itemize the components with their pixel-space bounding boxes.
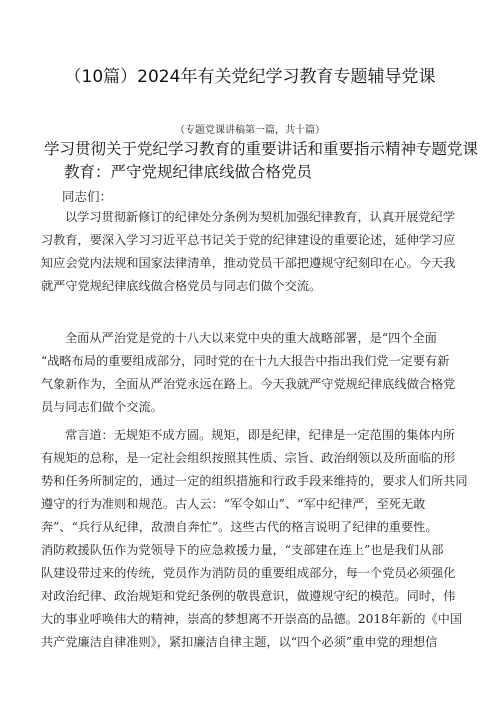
- salutation: 同志们：: [62, 189, 113, 204]
- section-title-line-1: 学习贯彻关于党纪学习教育的重要讲话和重要指示精神专题党课: [44, 140, 479, 158]
- paragraph-line: 知应会党内法规和国家法律清单，推动党员干部把遵规守纪刻印在心。今天我: [41, 256, 456, 270]
- paragraph-line: 共产党廉洁自律准则》，紧扣廉洁自律主题，以“四个必须”重申党的理想信: [41, 635, 438, 649]
- paragraph-line: 队建设带过来的传统，党员作为消防员的重要组成部分，每一个党员必须强化: [41, 566, 456, 580]
- paragraph-line: 大的事业呼唤伟大的精神，崇高的梦想离不开崇高的品德。2018年新的《中国: [41, 612, 463, 626]
- paragraph-line: 全面从严治党是党的十八大以来党中央的重大战略部署，是“四个全面: [65, 331, 437, 345]
- paragraph-line: 气象新作为，全面从严治党永远在路上。今天我就严守党规纪律底线做合格党: [41, 377, 456, 391]
- paragraph-line: 遵守的行为准则和规范。古人云：“军令如山”、“军中纪律严，至死无敢: [41, 497, 426, 511]
- series-note: （专题党课讲稿第一篇，共十篇）: [175, 125, 325, 136]
- paragraph-3: [41, 424, 468, 654]
- paragraph-2: [41, 327, 461, 419]
- paragraph-line: 对政治纪律、政治规矩和党纪条例的敬畏意识，做遵规守纪的模范。同时，伟: [41, 589, 456, 603]
- paragraph-line: 奔”、“兵行从纪律，敌溃自奔忙”。这些古代的格言说明了纪律的重要性。: [41, 520, 438, 534]
- paragraph-line: 就严守党规纪律底线做合格党员与同志们做个交流。: [41, 279, 322, 293]
- paragraph-line: 以学习贯彻新修订的纪律处分条例为契机加强纪律教育，认真开展党纪学: [65, 210, 455, 224]
- document-title: （10篇）2024年有关党纪学习教育专题辅导党课: [64, 67, 436, 87]
- paragraph-1: [41, 206, 461, 298]
- section-title-line-2: 教育：严守党规纪律底线做合格党员: [64, 163, 313, 181]
- paragraph-line: 消防救援队伍作为党领导下的应急救援力量，“支部建在连上”也是我们从部: [41, 543, 444, 557]
- paragraph-line: 势和任务所制定的，通过一定的组织措施和行政手段来维持的，要求人们所共同: [41, 474, 468, 488]
- paragraph-line: “战略布局的重要组成部分，同时党的在十九大报告中指出我们党一定要有新: [41, 354, 450, 368]
- paragraph-line: 有规矩的总称，是一定社会组织按照其性质、宗旨、政治纲领以及所面临的形: [41, 451, 456, 465]
- paragraph-line: 常言道：无规矩不成方圆。规矩，即是纪律，纪律是一定范围的集体内所: [65, 428, 455, 442]
- paragraph-line: 员与同志们做个交流。: [41, 400, 163, 414]
- paragraph-line: 习教育，要深入学习习近平总书记关于党的纪律建设的重要论述，延伸学习应: [41, 233, 456, 247]
